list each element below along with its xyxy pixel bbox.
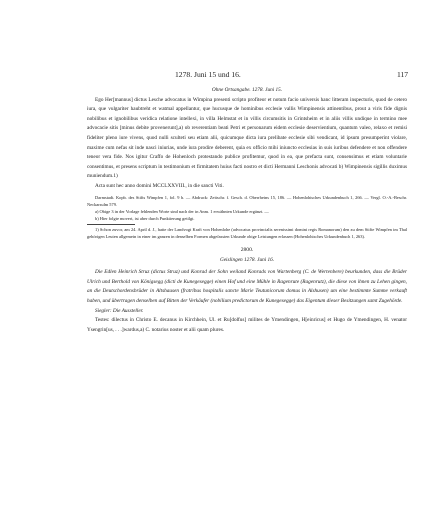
running-header bbox=[0, 70, 439, 82]
doc2-sealer: Siegler: Die Aussteller. bbox=[95, 307, 144, 314]
doc1-source-note: Darmstadt. Kopb. des Stifts Wimpfen 1, fol. 9 b. — Abdruck: Zeitschr. f. Gesch. d. Oberrheins 15, 186. — Hohenlohisches Urkundenbuch 1, 266. — Vergl. O.-A.-Beschr. Neckarsulm 579. bbox=[87, 194, 407, 207]
doc1-heading: Ohne Ortsangabe. 1278. Juni 15. bbox=[211, 87, 283, 93]
doc2-number: 2800. bbox=[240, 247, 254, 254]
doc1-footnote-1: 1) Schon zuvor, am 24. April d. J., hatte der Landvogt Kraft von Hohenlohe (advocatus provincialis serenissimi domini regis Romanorum) den zu dem Stifte Wimpfen im Thal gehörigen Leuten allgemein in einer im ganzen in denselben Formen abgefassten Urkunde obige Leistungen erlassen (Hohenlohisches Urkundenbuch 1, 263). bbox=[87, 226, 407, 239]
footnote-divider bbox=[87, 224, 135, 225]
doc2-summary: Die Edlen Heinrich Struz (dictus Struz) und Konrad der Sohn weiland Konrads von Wartenberg (C. de Wertenbere) beurkunden, dass die Brüder Ulrich und Berthold von Königsegg (dicti de Kunegesegge) einen Hof und eine Mühle in Ragenrute (Ragenrutz), die diese von ihnen zu Lehen gingen, an die Deutschordensbrüder in Altshausen (fratribus hospitalis sancte Marie Teutunicorum domus in Alshusen) um eine bestimmte Summe verkauft haben, und übertragen denselben auf Bitten der Verkäufer (nobilium predictorum de Kunegesegge) das Eigentum dieser Besitzungen samt Zugehörde. bbox=[87, 269, 407, 305]
doc1-dating-clause: Acta sunt hec anno domini MCCLXXVIII., in die sancti Viti. bbox=[95, 182, 224, 189]
doc1-charter-text: Ego Her[mannus] dictus Lesche advocatus in Wimpina presenti scripto profiteor et notum facio universis hanc litteram inspecturis, quod de cetero iura, que vulgariter haubtreht et watmal appellantur, que hucusque de hominibus ecclesie vallis Wimpinensis attinentibus, prout a viris fide dignis nobilibus et ignobilibus veridica relatione intellexi, in villa Helmstat et in villis circumsitis in Grintsheim et in aliis villis undique in termino mee advocacie sitis [minus debite provenerunt],a) ob reverentiam beati Petri et personarum eidem ecclesie deservientium, quantum valeo, relaxo et remisi fideliter pleno iure vivens, quod nulli sculteti seu etiam alii, quicumque dicta iura prelibate ecclesie sibi vendicant, id ipsum presumperint violare, maxime cum nefas sit inde nasci iniurias, unde iura prodire deberent, quia ex officio mihi iniuncto ecclesias in suis iuribus defendere et non offendere teneor vera fide. Nos igitur Craffo de Hohenloch protestando publice profitemur, quod in ea, que prefacta sunt, consensimus et etiam voluntarie consentimus, et presens scriptum in testimonium et firmitatem huius facti nostro et dicti Hermanni Leschonis advocati b) Wimpinensis sigillis duximus muniendum.1) bbox=[87, 96, 407, 180]
doc1-apparatus bbox=[87, 194, 407, 241]
doc1-note-b: b) Hier folgte moveri, ist aber durch Punktierung getilgt. bbox=[95, 215, 195, 221]
running-title: 1278. Juni 15 und 16. bbox=[175, 70, 241, 79]
doc1-note-a: a) Obige 3 in der Vorlage fehlenden Worte sind nach der in Anm. 1 erwähnten Urkunde ergänzt. — bbox=[95, 208, 269, 214]
page-body bbox=[87, 86, 407, 335]
page-number: 117 bbox=[397, 70, 409, 79]
doc2-heading: Geislingen 1278. Juni 16. bbox=[219, 256, 275, 263]
doc2-witnesses: Testes: dilectus in Christo E. decanus in Kirchhein, Ul. et Ru[dolfus] milites de Ymendingen, H[einricus] et Hugo de Ymendingen, H. venator Ysengrin[us, . . .]wardus,a) C. notarius noster et alii quam plures. bbox=[87, 317, 407, 333]
